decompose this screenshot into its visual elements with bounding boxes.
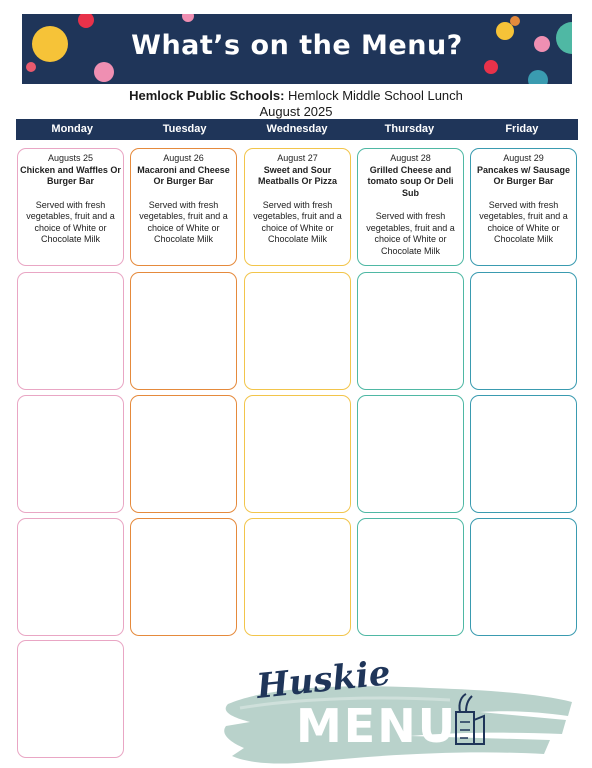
empty-cell	[130, 518, 237, 636]
school-title	[0, 88, 592, 103]
day-tuesday: Tuesday	[162, 123, 207, 135]
logo-word: MENU	[296, 699, 458, 753]
menu-date: August 29	[503, 153, 544, 163]
menu-meal: Grilled Cheese and tomato soup Or Deli Sub	[367, 164, 454, 198]
empty-cell	[244, 395, 351, 513]
empty-cell	[130, 395, 237, 513]
logo-script: Huskie	[254, 653, 393, 707]
empty-cell	[17, 640, 124, 758]
empty-cell	[357, 518, 464, 636]
day-wednesday: Wednesday	[266, 123, 328, 135]
empty-cell	[357, 272, 464, 390]
day-friday: Friday	[505, 123, 539, 135]
school-name: Hemlock Middle School Lunch	[288, 88, 463, 103]
menu-served: Served with fresh vegetables, fruit and a choice of White or Chocolate Milk	[479, 199, 568, 244]
empty-cell	[244, 272, 351, 390]
empty-cell	[17, 518, 124, 636]
empty-cell	[470, 395, 577, 513]
day-monday: Monday	[51, 123, 93, 135]
empty-cell	[17, 395, 124, 513]
district-name: Hemlock Public Schools:	[129, 88, 285, 103]
menu-meal: Pancakes w/ Sausage Or Burger Bar	[476, 164, 571, 186]
empty-cell	[357, 395, 464, 513]
menu-cell-wednesday	[244, 148, 351, 266]
menu-cell-thursday	[357, 148, 464, 266]
menu-served: Served with fresh vegetables, fruit and a choice of White or Chocolate Milk	[253, 199, 342, 244]
menu-served: Served with fresh vegetables, fruit and a choice of White or Chocolate Milk	[366, 211, 455, 256]
weekday-header	[16, 119, 578, 140]
menu-meal: Macaroni and Cheese Or Burger Bar	[137, 164, 230, 186]
menu-date: August 28	[390, 153, 431, 163]
banner-title: What’s on the Menu?	[131, 30, 463, 61]
menu-date: August 27	[277, 153, 318, 163]
menu-served: Served with fresh vegetables, fruit and a choice of White or Chocolate Milk	[26, 199, 115, 244]
menu-meal: Chicken and Waffles Or Burger Bar	[20, 164, 121, 186]
empty-cell	[470, 518, 577, 636]
empty-cell	[470, 272, 577, 390]
menu-date: Augusts 25	[47, 153, 94, 163]
menu-served: Served with fresh vegetables, fruit and a choice of White or Chocolate Milk	[139, 199, 228, 244]
huskie-menu-logo	[210, 650, 580, 768]
menu-cell-monday	[17, 148, 124, 266]
month-label: August 2025	[259, 104, 333, 119]
menu-cell-tuesday	[130, 148, 237, 266]
empty-cell	[17, 272, 124, 390]
empty-cell	[130, 272, 237, 390]
menu-cell-friday	[470, 148, 577, 266]
empty-cell	[244, 518, 351, 636]
day-thursday: Thursday	[384, 123, 435, 135]
header-banner	[22, 14, 572, 84]
menu-date: August 26	[163, 153, 204, 163]
menu-meal: Sweet and Sour Meatballs Or Pizza	[257, 164, 338, 186]
